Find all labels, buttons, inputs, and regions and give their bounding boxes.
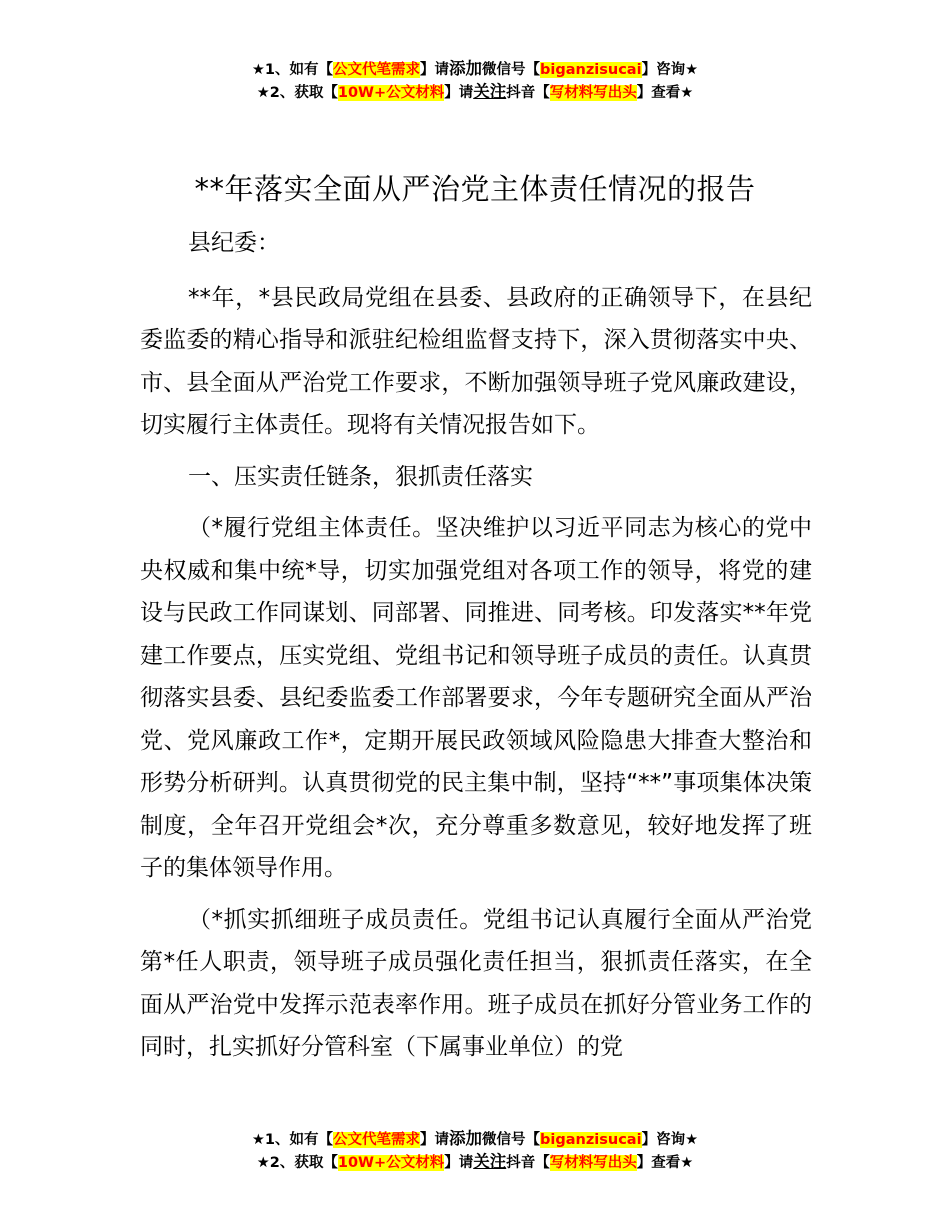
header-banner xyxy=(0,58,950,104)
banner-highlight: biganzisucai xyxy=(540,62,642,78)
banner-emphasis: 添加 xyxy=(449,1129,483,1148)
banner-text: ★2、获取【 xyxy=(256,1155,338,1171)
banner-text: ★2、获取【 xyxy=(256,85,338,101)
banner-text: 】请 xyxy=(420,62,450,78)
banner-line-1 xyxy=(0,1128,950,1151)
banner-line-1 xyxy=(0,58,950,81)
banner-emphasis: 添加 xyxy=(449,59,483,78)
document-title: **年落实全面从严治党主体责任情况的报告 xyxy=(194,172,756,206)
banner-line-2 xyxy=(0,81,950,104)
banner-text: 】咨询★ xyxy=(641,1132,699,1148)
banner-text: 】查看★ xyxy=(636,85,694,101)
banner-text: 】查看★ xyxy=(636,1155,694,1171)
paragraph: **年，*县民政局党组在县委、县政府的正确领导下，在县纪委监委的精心指导和派驻纪检组监督支持下，深入贯彻落实中央、市、县全面从严治党工作要求，不断加强领导班子党风廉政建设，切实履行主体责任。现将有关情况报告如下。 xyxy=(140,284,812,438)
banner-text: ★1、如有【 xyxy=(251,62,334,78)
banner-text: ★1、如有【 xyxy=(251,1132,334,1148)
paragraph: （*履行党组主体责任。坚决维护以习近平同志为核心的党中央权威和集中统*导，切实加强党组对各项工作的领导，将党的建设与民政工作同谋划、同部署、同推进、同考核。印发落实**年党建工作要点，压实党组、党组书记和领导班子成员的责任。认真贯彻落实县委、县纪委监委工作部署要求，今年专题研究全面从严治党、党风廉政工作*，定期开展民政领域风险隐患大排查大整治和形势分析研判。认真贯彻党的民主集中制，坚持“**”事项集体决策制度，全年召开党组会*次，充分尊重多数意见，较好地发挥了班子的集体领导作用。 xyxy=(140,515,812,881)
banner-highlight: 写材料写出头 xyxy=(549,85,637,101)
banner-text: 】请 xyxy=(444,1155,474,1171)
banner-highlight: 10W+公文材料 xyxy=(337,1155,445,1171)
banner-highlight: 写材料写出头 xyxy=(549,1155,637,1171)
paragraph: （*抓实抓细班子成员责任。党组书记认真履行全面从严治党第*任人职责，领导班子成员强化责任担当，狠抓责任落实，在全面从严治党中发挥示范表率作用。班子成员在抓好分管业务工作的同时，扎实抓好分管科室（下属事业单位）的党 xyxy=(140,906,812,1060)
banner-line-2 xyxy=(0,1151,950,1174)
banner-emphasis: 关注 xyxy=(473,82,507,101)
banner-text: 】请 xyxy=(444,85,474,101)
footer-banner xyxy=(0,1128,950,1174)
salutation: 县纪委： xyxy=(188,230,280,256)
banner-text: 微信号【 xyxy=(482,1132,541,1148)
banner-highlight: 10W+公文材料 xyxy=(337,85,445,101)
section-heading: 一、压实责任链条，狠抓责任落实 xyxy=(188,463,533,490)
document-body xyxy=(140,222,812,1078)
banner-text: 微信号【 xyxy=(482,62,541,78)
banner-text: 抖音【 xyxy=(506,85,550,101)
banner-text: 】请 xyxy=(420,1132,450,1148)
banner-highlight: 公文代笔需求 xyxy=(333,1132,421,1148)
banner-highlight: 公文代笔需求 xyxy=(333,62,421,78)
banner-emphasis: 关注 xyxy=(473,1152,507,1171)
banner-text: 抖音【 xyxy=(506,1155,550,1171)
banner-text: 】咨询★ xyxy=(641,62,699,78)
banner-highlight: biganzisucai xyxy=(540,1132,642,1148)
